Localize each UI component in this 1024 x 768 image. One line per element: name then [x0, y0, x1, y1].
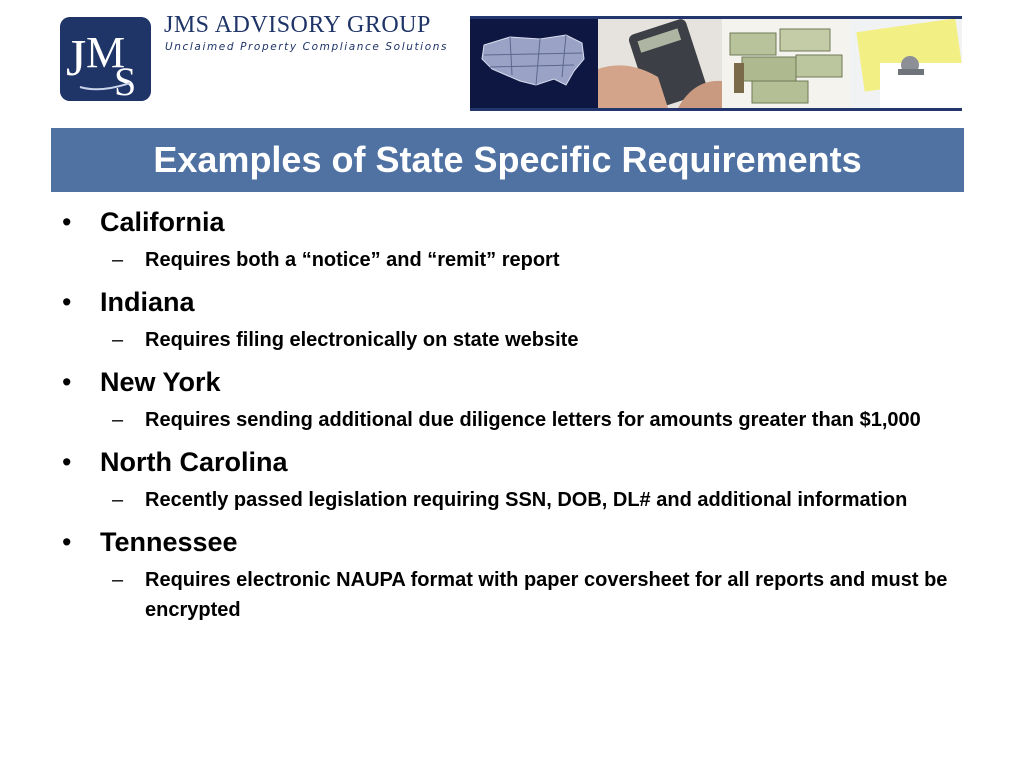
logo-monogram-icon [60, 17, 151, 101]
requirement-text: Requires both a “notice” and “remit” report [145, 249, 560, 271]
bullet-icon: • [62, 447, 72, 477]
svg-text:S: S [114, 59, 137, 101]
sub-item [100, 325, 958, 355]
list-item [58, 365, 958, 435]
slide-title: Examples of State Specific Requirements [153, 139, 862, 180]
state-requirements-list [58, 205, 958, 635]
bullet-icon: • [62, 367, 72, 397]
requirement-text: Requires electronic NAUPA format with paper coversheet for all reports and must be encrypted [145, 569, 948, 621]
bullet-icon: • [62, 207, 72, 237]
sub-item [100, 485, 958, 515]
state-name: Indiana [100, 287, 195, 317]
brand-name: JMS ADVISORY GROUP [164, 12, 431, 38]
requirement-text: Requires sending additional due diligence letters for amounts greater than $1,000 [145, 409, 921, 431]
dash-icon: – [112, 249, 124, 271]
state-name: California [100, 207, 225, 237]
state-name: North Carolina [100, 447, 288, 477]
requirement-text: Requires filing electronically on state website [145, 329, 579, 351]
notepad-photo [850, 19, 962, 108]
jms-logo [60, 17, 151, 101]
brand-tagline: Unclaimed Property Compliance Solutions [165, 41, 449, 53]
state-name: Tennessee [100, 527, 238, 557]
sub-item [100, 405, 958, 435]
header-photo-strip [470, 16, 962, 111]
state-name: New York [100, 367, 221, 397]
dash-icon: – [112, 329, 124, 351]
title-bar [51, 128, 964, 192]
sub-item [100, 565, 958, 625]
dash-icon: – [112, 569, 124, 591]
svg-text:M: M [86, 28, 126, 77]
dash-icon: – [112, 409, 124, 431]
bullet-icon: • [62, 287, 72, 317]
calculator-photo [598, 19, 722, 108]
list-item [58, 525, 958, 625]
us-map-photo [470, 19, 598, 108]
dash-icon: – [112, 489, 124, 511]
svg-text:J: J [66, 30, 87, 87]
sub-item [100, 245, 958, 275]
bullet-icon: • [62, 527, 72, 557]
list-item [58, 285, 958, 355]
requirement-text: Recently passed legislation requiring SSN, DOB, DL# and additional information [145, 489, 908, 511]
list-item [58, 445, 958, 515]
list-item [58, 205, 958, 275]
money-stacks-photo [722, 19, 850, 108]
